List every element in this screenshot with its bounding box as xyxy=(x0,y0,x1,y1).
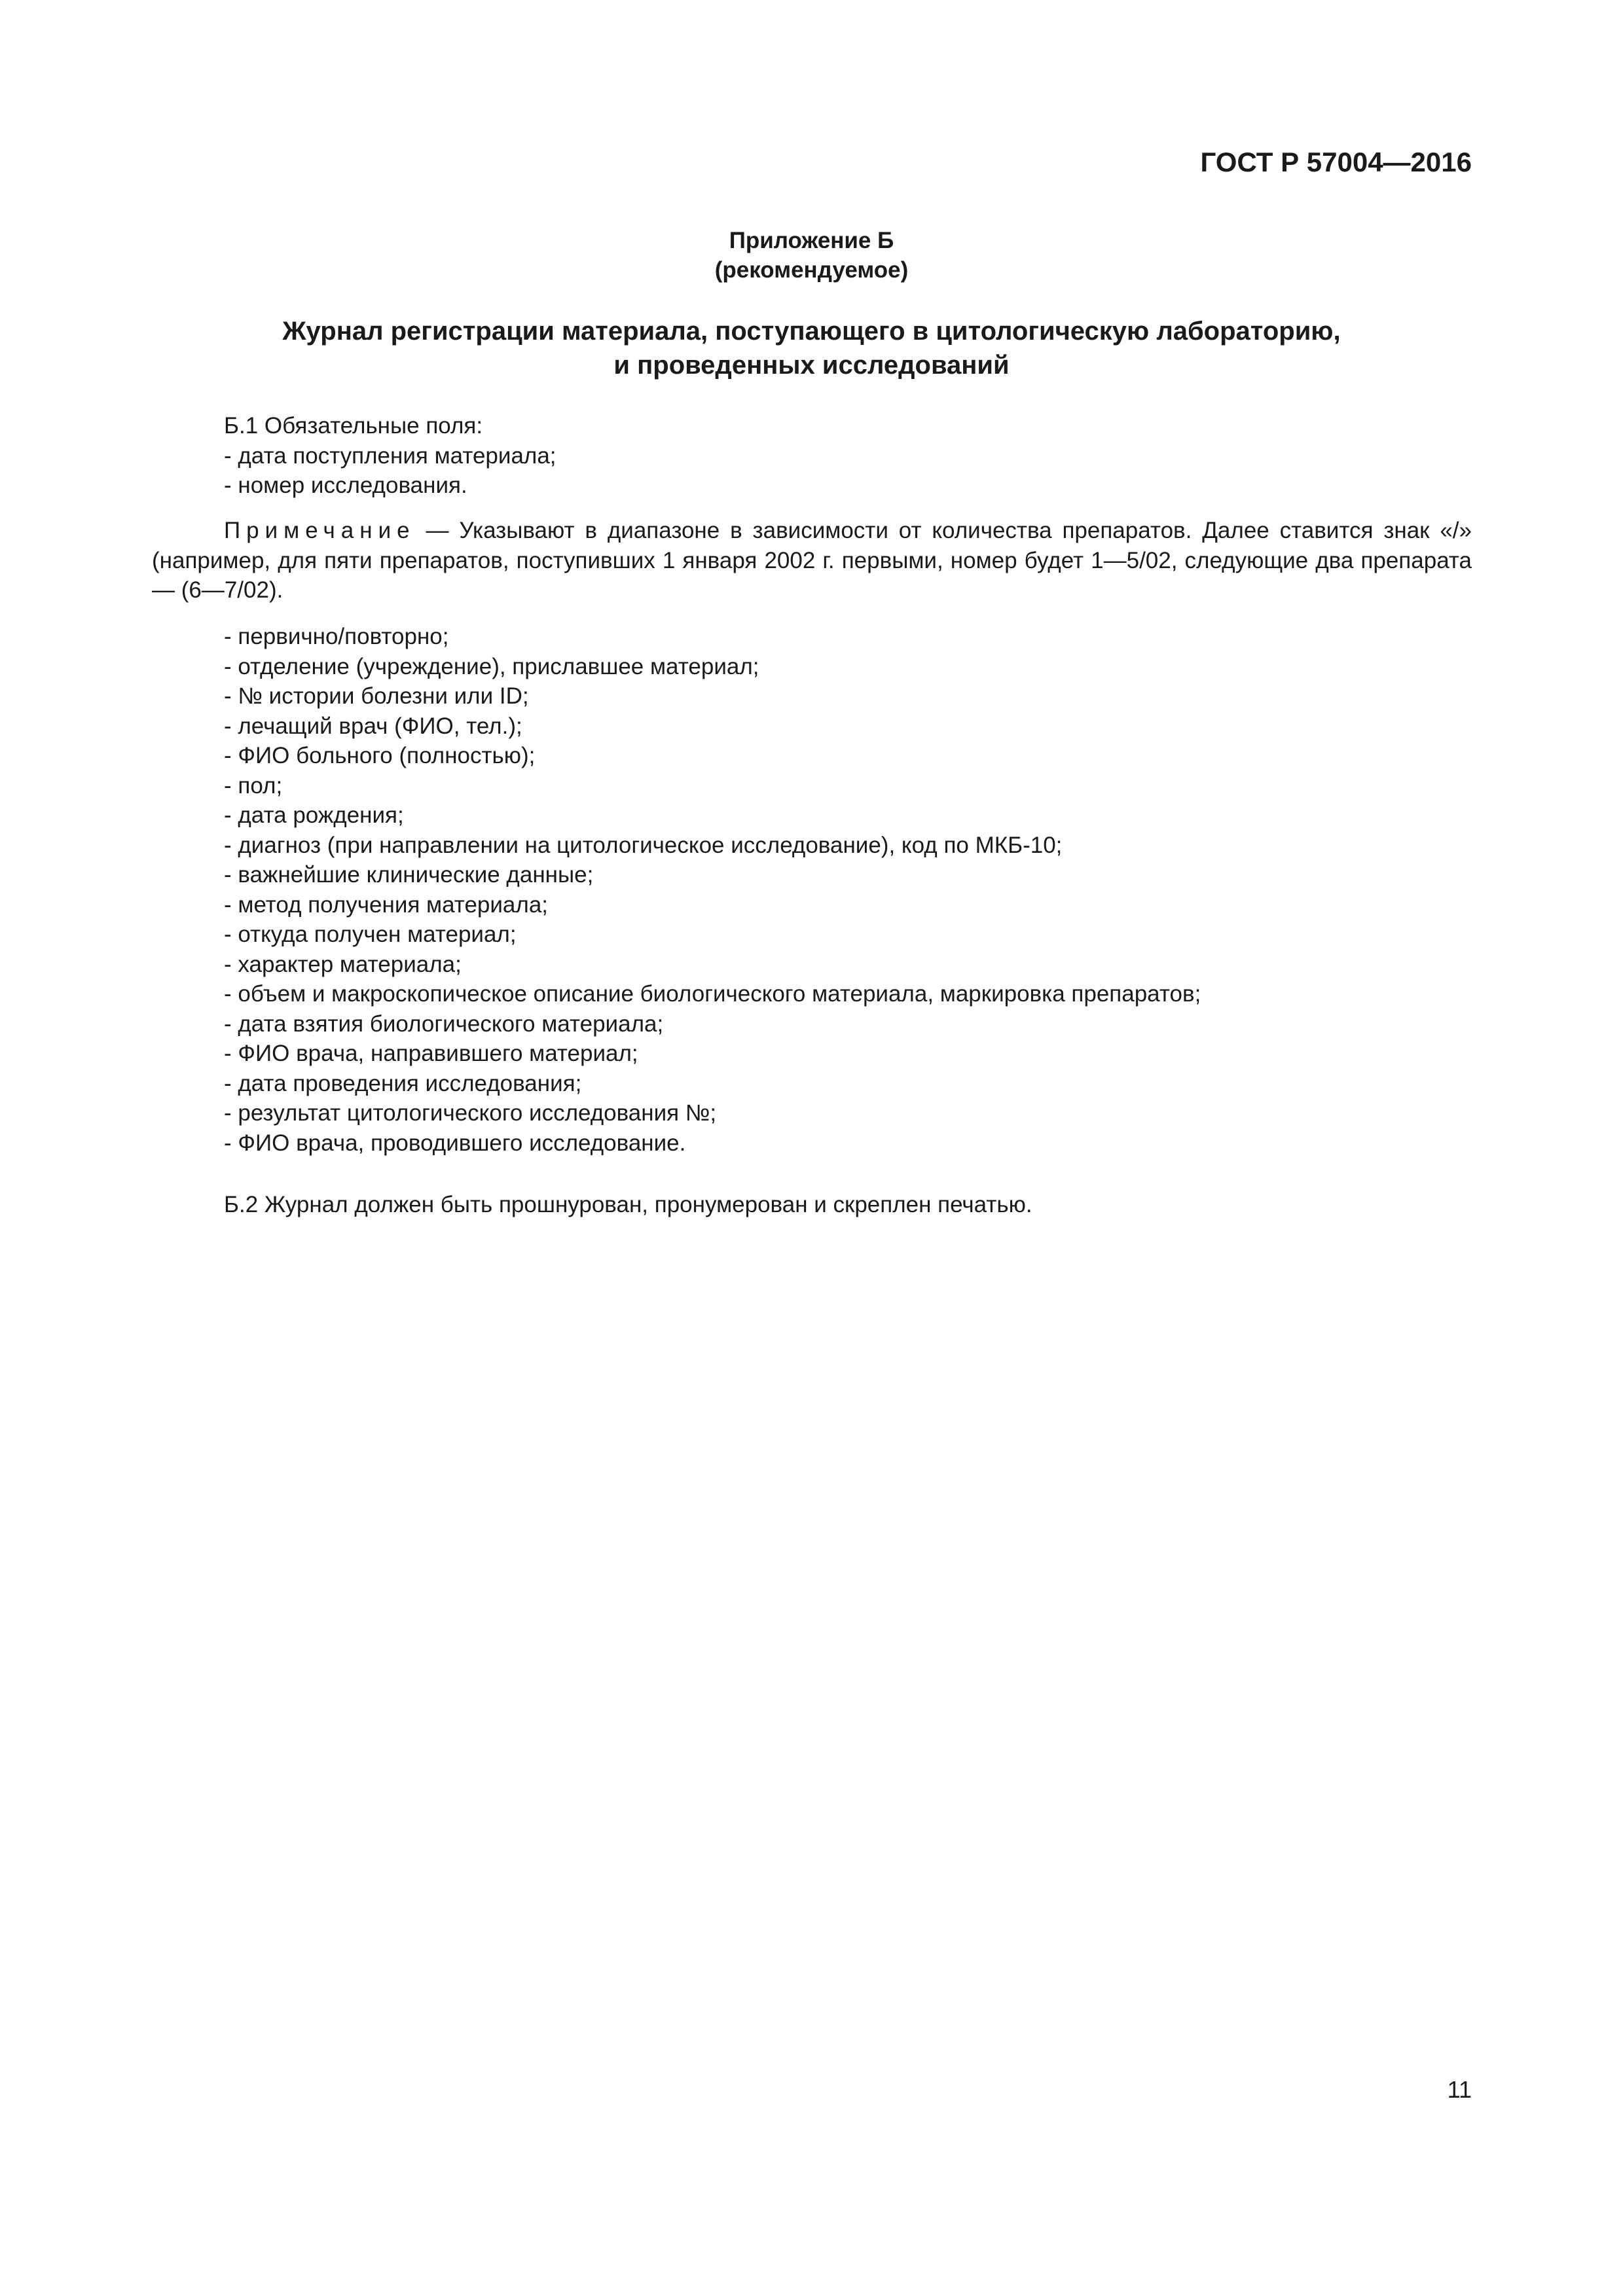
section-b1 xyxy=(152,411,1472,501)
document-title xyxy=(0,314,1623,382)
list-item: - результат цитологического исследования №; xyxy=(224,1100,717,1126)
list-item: - метод получения материала; xyxy=(224,891,549,918)
list-item: - ФИО врача, проводившего исследование. xyxy=(224,1130,686,1156)
note-paragraph xyxy=(152,516,1472,605)
list-item: - ФИО врача, направившего материал; xyxy=(224,1041,638,1066)
list-item: - дата рождения; xyxy=(224,802,404,828)
appendix-heading xyxy=(0,226,1623,285)
list-item: - первично/повторно; xyxy=(224,624,449,649)
list-item: - ФИО больного (полностью); xyxy=(224,743,536,768)
appendix-status: (рекомендуемое) xyxy=(714,257,909,283)
list-item: - дата проведения исследования; xyxy=(224,1070,582,1096)
list-item: - важнейшие клинические данные; xyxy=(224,862,594,888)
note-label: Примечание xyxy=(224,518,416,543)
list-item: - дата взятия биологического материала; xyxy=(224,1011,664,1037)
document-title-line-1: Журнал регистрации материала, поступающего в цитологическую лабораторию, xyxy=(282,317,1341,346)
standard-code-header: ГОСТ Р 57004—2016 xyxy=(1200,147,1472,177)
list-item: - откуда получен материал; xyxy=(224,922,517,947)
required-field-item: - номер исследования. xyxy=(224,473,467,498)
list-item: - лечащий врач (ФИО, тел.); xyxy=(224,713,522,739)
list-item: - характер материала; xyxy=(224,951,462,977)
fields-list xyxy=(152,622,1472,1158)
list-item: - диагноз (при направлении на цитологическое исследование), код по МКБ-10; xyxy=(224,832,1063,858)
list-item: - пол; xyxy=(224,772,283,798)
list-item: - № истории болезни или ID; xyxy=(224,683,529,709)
section-b2 xyxy=(152,1190,1472,1220)
section-b2-text: Б.2 Журнал должен быть прошнурован, пронумерован и скреплен печатью. xyxy=(224,1192,1032,1217)
note-text: — Указывают в диапазоне в зависимости от количества препаратов. Далее ставится знак «/» (например, для пяти препаратов, поступивших 1 января 2002 г. первыми, номер будет 1—5/02, следующие два препарата — (6—7/02). xyxy=(152,518,1472,603)
section-b1-heading: Б.1 Обязательные поля: xyxy=(224,413,483,439)
document-title-line-2: и проведенных исследований xyxy=(613,351,1010,380)
appendix-title: Приложение Б xyxy=(729,228,894,253)
page-number: 11 xyxy=(1447,2076,1472,2103)
list-item: - объем и макроскопическое описание биологического материала, маркировка препаратов; xyxy=(224,981,1201,1007)
list-item: - отделение (учреждение), приславшее материал; xyxy=(224,653,759,679)
required-field-item: - дата поступления материала; xyxy=(224,442,556,469)
